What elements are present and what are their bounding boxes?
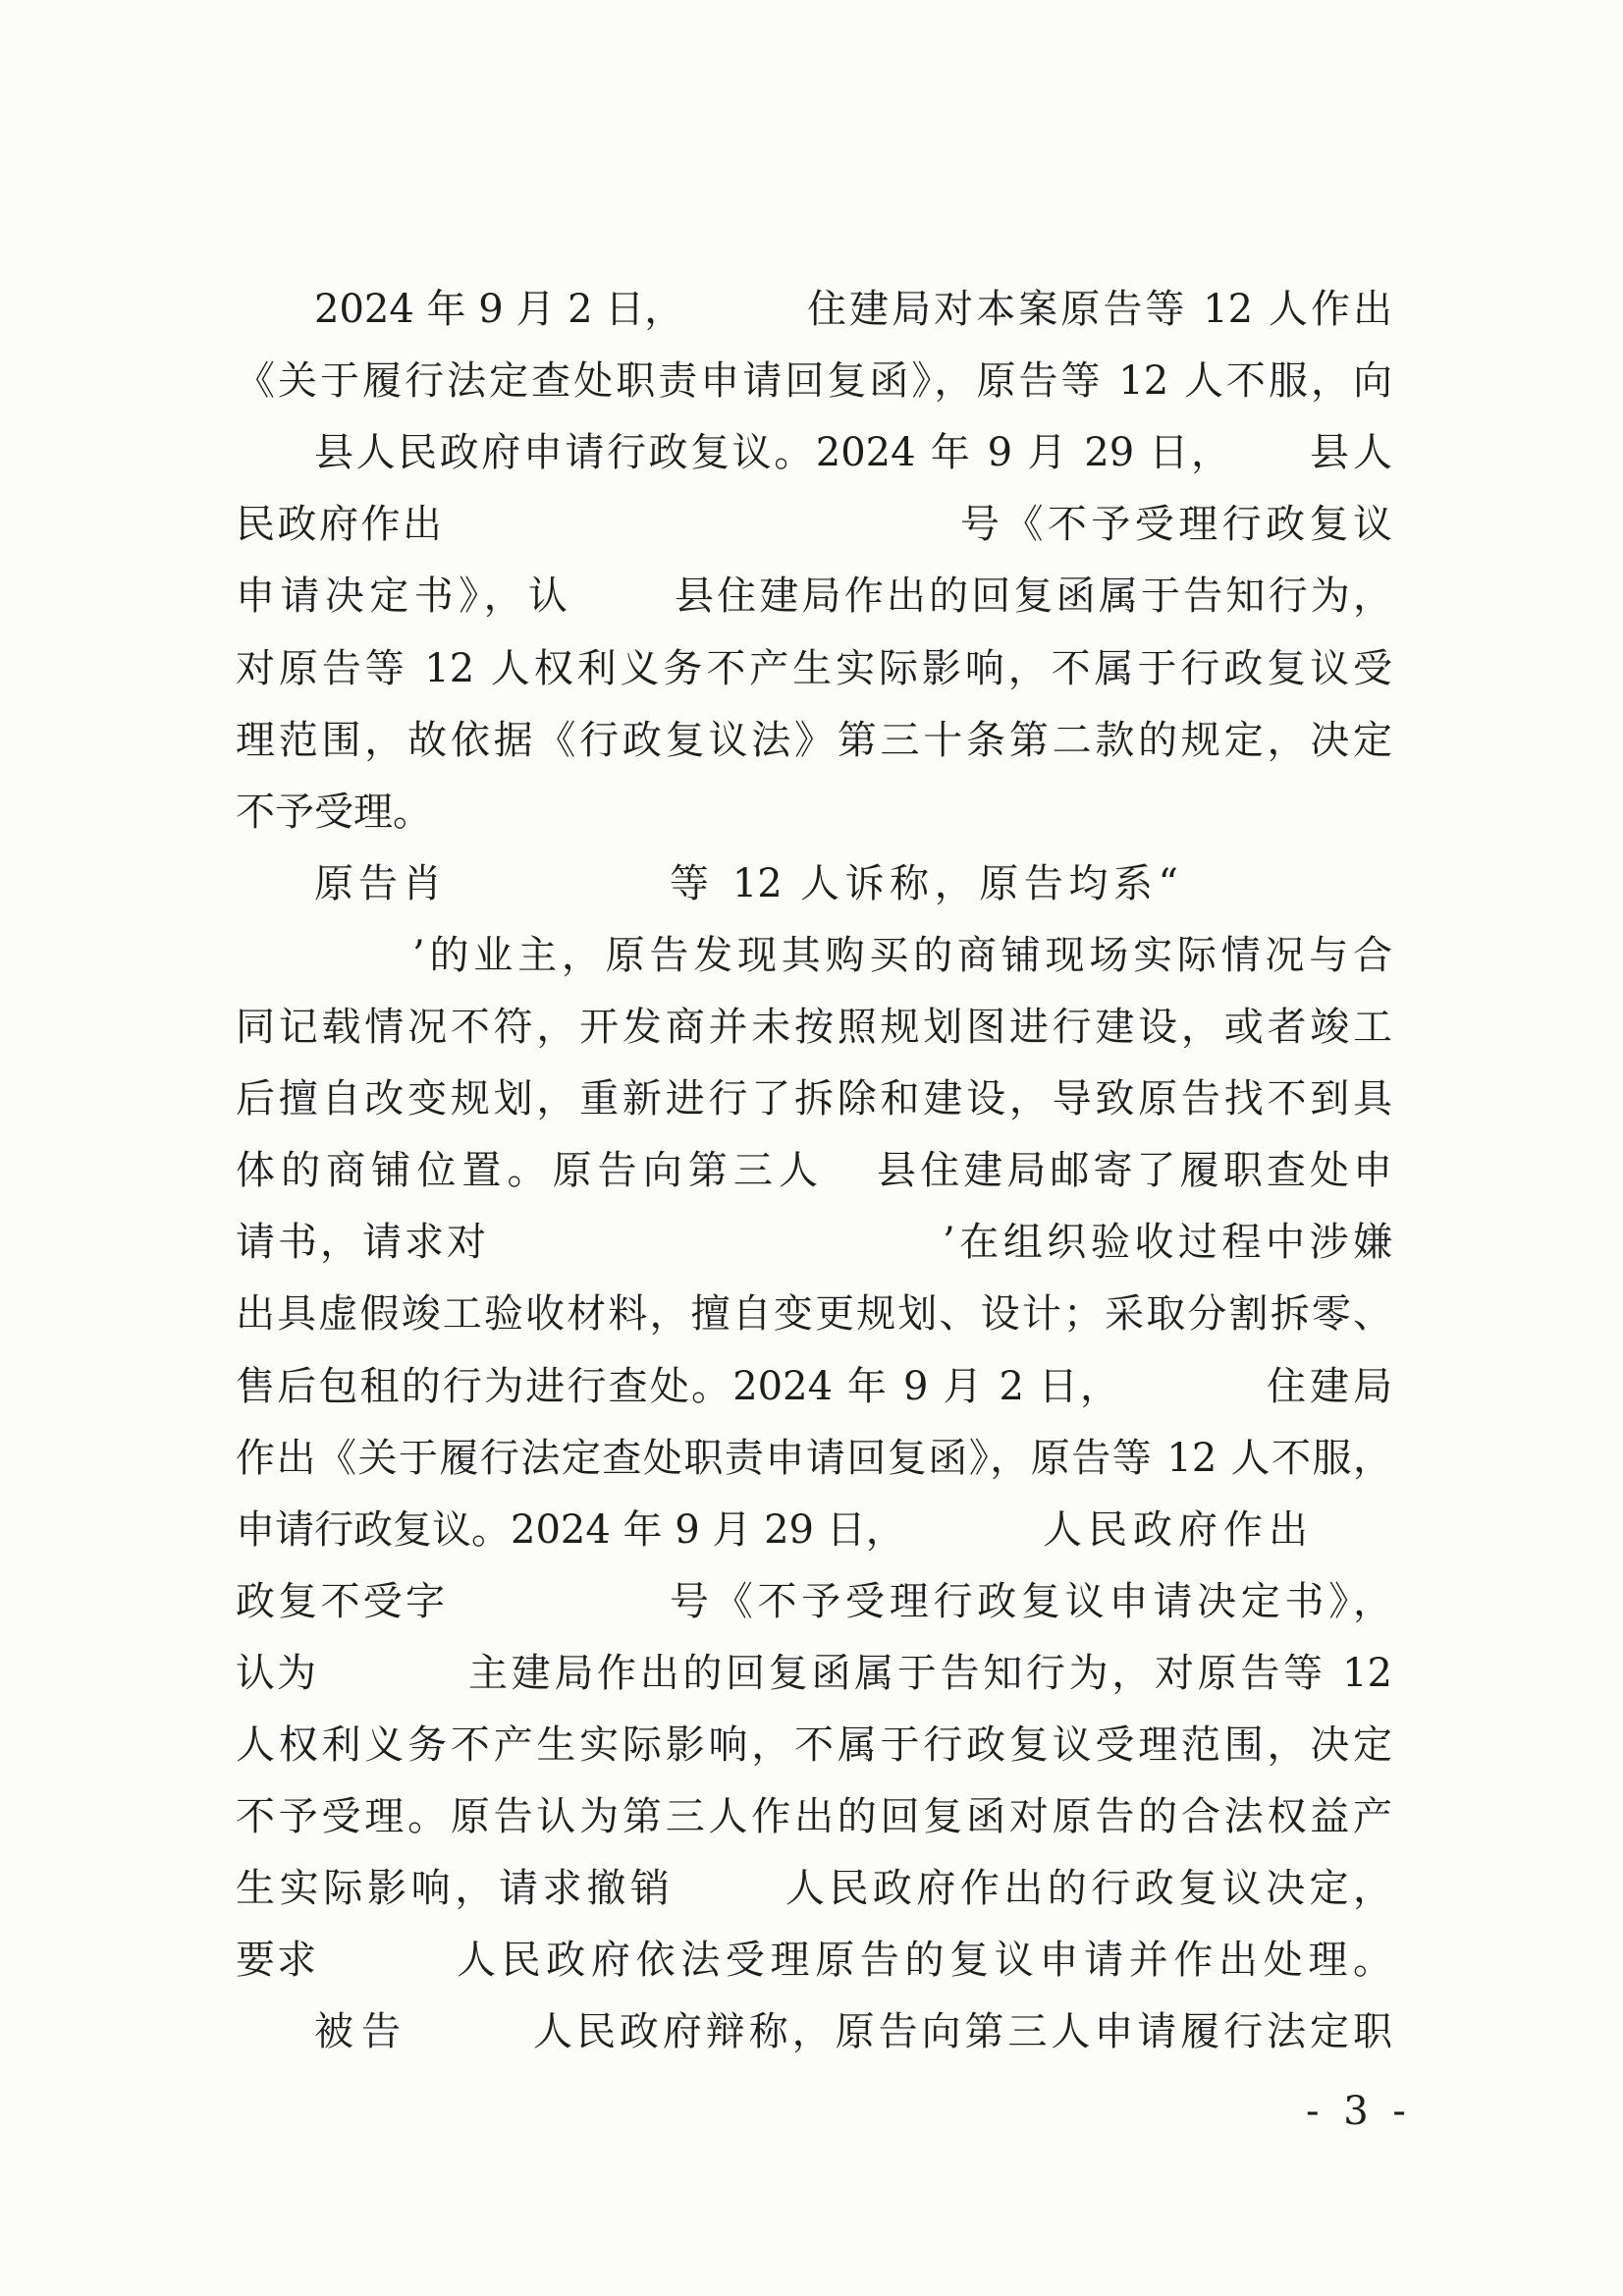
text-line <box>0 1925 1623 1995</box>
text-segment: 等 12 人诉称，原告均系“ <box>670 861 1178 906</box>
text-segment: 请书，请求对 <box>236 1220 486 1265</box>
text-line <box>0 1423 1623 1494</box>
text-segment: ’的业主，原告发现其购买的商铺现场实际情况与合 <box>412 933 1392 978</box>
text-segment: ’在组织验收过程中涉嫌 <box>943 1220 1392 1265</box>
text-segment: 县人 <box>1310 430 1392 475</box>
text-segment: 民政府作出 <box>236 502 442 547</box>
text-segment: 人权利义务不产生实际影响，不属于行政复议受理范围，决定 <box>236 1722 1392 1768</box>
text-segment: 不予受理。 <box>236 790 432 835</box>
text-line <box>0 1279 1623 1349</box>
text-segment: 要求 <box>236 1938 316 1983</box>
text-segment: 售后包租的行为进行查处。2024 年 9 月 2 日， <box>236 1364 1119 1409</box>
text-line <box>0 346 1623 416</box>
text-segment: 人民政府依法受理原告的复议申请并作出处理。 <box>457 1938 1392 1983</box>
text-line <box>0 1207 1623 1278</box>
text-line <box>0 1135 1623 1206</box>
text-line <box>0 1351 1623 1422</box>
text-segment: 住建局对本案原告等 12 人作出 <box>807 287 1392 332</box>
text-segment: 号《不予受理行政复议 <box>960 502 1392 547</box>
text-segment: 申请决定书》，认 <box>236 574 568 619</box>
text-segment: 对原告等 12 人权利义务不产生实际影响，不属于行政复议受 <box>236 646 1392 691</box>
text-segment: 主建局作出的回复函属于告知行为，对原告等 12 <box>468 1651 1392 1696</box>
text-segment: 不予受理。原告认为第三人作出的回复函对原告的合法权益产 <box>236 1794 1392 1839</box>
text-segment: 原告肖 <box>314 861 442 906</box>
text-segment: 体的商铺位置。原告向第三人 <box>236 1148 818 1193</box>
text-segment: 作出《关于履行法定查处职责申请回复函》，原告等 12 人不服， <box>236 1436 1392 1481</box>
text-line <box>0 633 1623 704</box>
text-segment: 住建局 <box>1267 1364 1392 1409</box>
text-segment: 同记载情况不符，开发商并未按照规划图进行建设，或者竣工 <box>236 1005 1392 1050</box>
text-line <box>0 1495 1623 1565</box>
text-segment: 县住建局邮寄了履职查处申 <box>877 1148 1392 1193</box>
text-line <box>0 992 1623 1063</box>
text-segment: 政复不受字 <box>236 1579 445 1624</box>
text-line <box>0 561 1623 631</box>
text-segment: 县人民政府申请行政复议。2024 年 9 月 29 日， <box>314 430 1230 475</box>
text-line <box>0 1566 1623 1637</box>
text-line <box>0 705 1623 776</box>
text-line <box>0 1710 1623 1780</box>
text-line <box>0 777 1623 847</box>
text-segment: 《关于履行法定查处职责申请回复函》，原告等 12 人不服，向 <box>236 358 1392 404</box>
text-segment: 认为 <box>236 1651 316 1696</box>
text-line <box>0 920 1623 991</box>
text-segment: 县住建局作出的回复函属于告知行为， <box>675 574 1392 619</box>
text-line <box>0 417 1623 488</box>
text-segment: 2024 年 9 月 2 日， <box>314 287 684 332</box>
text-segment: 生实际影响，请求撤销 <box>236 1866 670 1911</box>
text-line <box>0 1853 1623 1924</box>
text-line <box>0 1064 1623 1134</box>
page-number: - 3 - <box>1306 2089 1412 2134</box>
text-segment: 人民政府作出 <box>1043 1507 1308 1553</box>
text-line <box>0 489 1623 560</box>
text-segment: 被告 <box>314 2009 401 2054</box>
text-line <box>0 1781 1623 1852</box>
text-segment: 申请行政复议。2024 年 9 月 29 日， <box>236 1507 905 1553</box>
text-line <box>0 274 1623 345</box>
text-line <box>0 848 1623 919</box>
text-line <box>0 1638 1623 1709</box>
text-segment: 人民政府作出的行政复议决定， <box>785 1866 1392 1911</box>
text-segment: 理范围，故依据《行政复议法》第三十条第二款的规定，决定 <box>236 718 1392 763</box>
text-segment: 出具虚假竣工验收材料，擅自变更规划、设计；采取分割拆零、 <box>236 1291 1392 1337</box>
text-segment: 人民政府辩称，原告向第三人申请履行法定职 <box>533 2009 1392 2054</box>
text-segment: 号《不予受理行政复议申请决定书》， <box>670 1579 1392 1624</box>
text-segment: 后擅自改变规划，重新进行了拆除和建设，导致原告找不到具 <box>236 1076 1392 1121</box>
text-line <box>0 1996 1623 2067</box>
